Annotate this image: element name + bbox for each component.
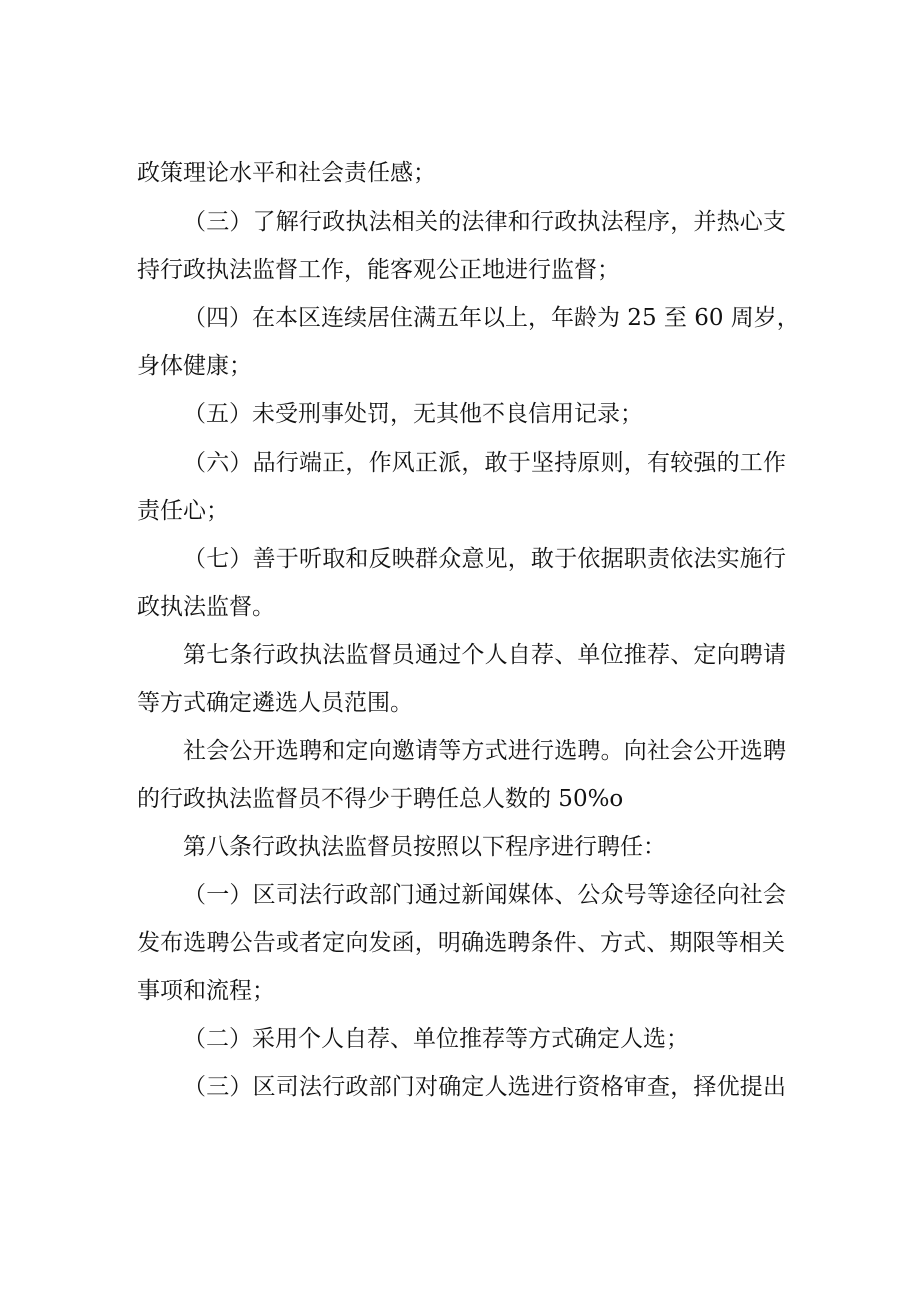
text-line: 持行政执法监督工作，能客观公正地进行监督； [137, 257, 620, 283]
text-line: （六）品行端正，作风正派，敢于坚持原则，有较强的工作 [183, 450, 786, 476]
text-line: 身体健康； [137, 353, 252, 379]
text-line: 社会公开选聘和定向邀请等方式进行选聘。向社会公开选聘 [183, 738, 786, 764]
text-line: 等方式确定遴选人员范围。 [137, 690, 413, 716]
text-line: 政策理论水平和社会责任感； [137, 160, 436, 186]
text-line: （二）采用个人自荐、单位推荐等方式确定人选； [183, 1026, 689, 1052]
text-line: （四）在本区连续居住满五年以上，年龄为 25 至 60 周岁， [183, 305, 800, 331]
text-line: （五）未受刑事处罚，无其他不良信用记录； [183, 401, 643, 427]
text-line: 第八条行政执法监督员按照以下程序进行聘任： [183, 834, 666, 860]
text-line: （一）区司法行政部门通过新闻媒体、公众号等途径向社会 [183, 882, 786, 908]
text-line: 的行政执法监督员不得少于聘任总人数的 50%o [137, 786, 624, 812]
text-line: 政执法监督。 [137, 594, 275, 620]
text-line: 第七条行政执法监督员通过个人自荐、单位推荐、定向聘请 [183, 642, 786, 668]
text-line: （七）善于听取和反映群众意见，敢于依据职责依法实施行 [183, 546, 786, 572]
text-line: 责任心； [137, 498, 229, 524]
text-line: （三）区司法行政部门对确定人选进行资格审查，择优提出 [183, 1074, 786, 1100]
text-line: 发布选聘公告或者定向发函，明确选聘条件、方式、期限等相关 [137, 930, 785, 956]
text-line: （三）了解行政执法相关的法律和行政执法程序，并热心支 [183, 209, 786, 235]
text-line: 事项和流程； [137, 978, 275, 1004]
